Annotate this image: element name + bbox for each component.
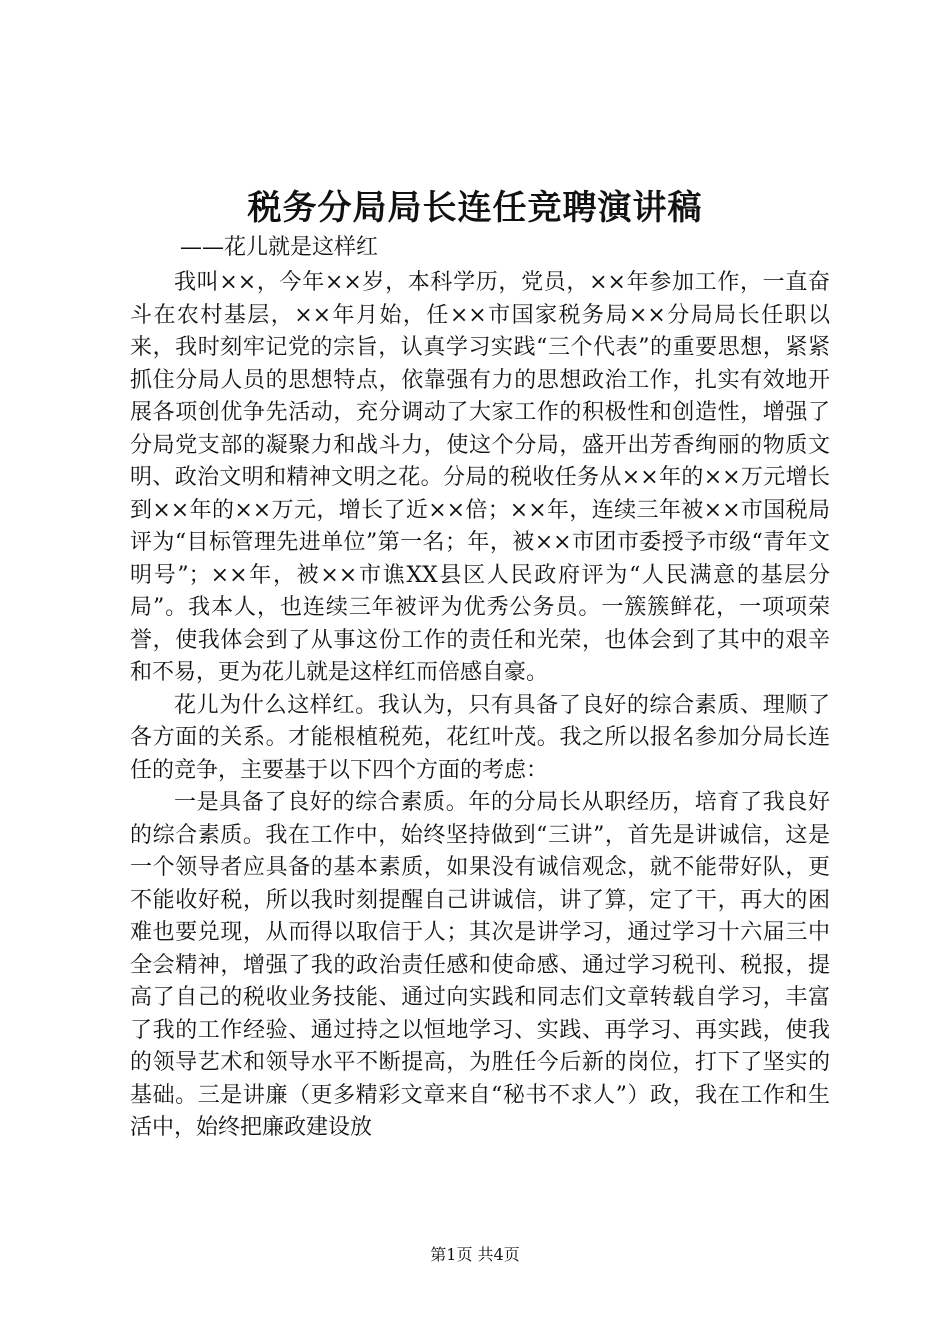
document-body: [130, 267, 830, 1145]
page-number-footer: 第1页 共4页: [430, 1245, 520, 1264]
body-paragraph: 一是具备了良好的综合素质。年的分局长从职经历，培育了我良好的综合素质。我在工作中，始终坚持做到“三讲”，首先是讲诚信，这是一个领导者应具备的基本素质，如果没有诚信观念，就不能带好队，更不能收好税，所以我时刻提醒自己讲诚信，讲了算，定了干，再大的困难也要兑现，从而得以取信于人；其次是讲学习，通过学习十六届三中全会精神，增强了我的政治责任感和使命感、通过学习税刊、税报，提高了自己的税收业务技能、通过向实践和同志们文章转载自学习，丰富了我的工作经验、通过持之以恒地学习、实践、再学习、再实践，使我的领导艺术和领导水平不断提高，为胜任今后新的岗位，打下了坚实的基础。三是讲廉（更多精彩文章来自“秘书不求人”）政，我在工作和生活中，始终把廉政建设放: [130, 790, 830, 1140]
body-paragraph: 我叫××，今年××岁，本科学历，党员，××年参加工作，一直奋斗在农村基层，××年月始，任××市国家税务局××分局局长任职以来，我时刻牢记党的宗旨，认真学习实践“三个代表”的重要思想，紧紧抓住分局人员的思想特点，依靠强有力的思想政治工作，扎实有效地开展各项创优争先活动，充分调动了大家工作的积极性和创造性，增强了分局党支部的凝聚力和战斗力，使这个分局，盛开出芳香绚丽的物质文明、政治文明和精神文明之花。分局的税收任务从××年的××万元增长到××年的××万元，增长了近××倍；××年，连续三年被××市国税局评为“目标管理先进单位”第一名；年，被××市团市委授予市级“青年文明号”；××年，被××市谯XX县区人民政府评为“人民满意的基层分局”。我本人，也连续三年被评为优秀公务员。一簇簇鲜花，一项项荣誉，使我体会到了从事这份工作的责任和光荣，也体会到了其中的艰辛和不易，更为花儿就是这样红而倍感自豪。: [130, 270, 830, 685]
document-subtitle: ——花儿就是这样红: [180, 235, 379, 260]
document-title: 税务分局局长连任竞聘演讲稿: [247, 188, 703, 228]
body-paragraph: 花儿为什么这样红。我认为，只有具备了良好的综合素质、理顺了各方面的关系。才能根植税苑，花红叶茂。我之所以报名参加分局长连任的竞争，主要基于以下四个方面的考虑：: [130, 692, 830, 783]
